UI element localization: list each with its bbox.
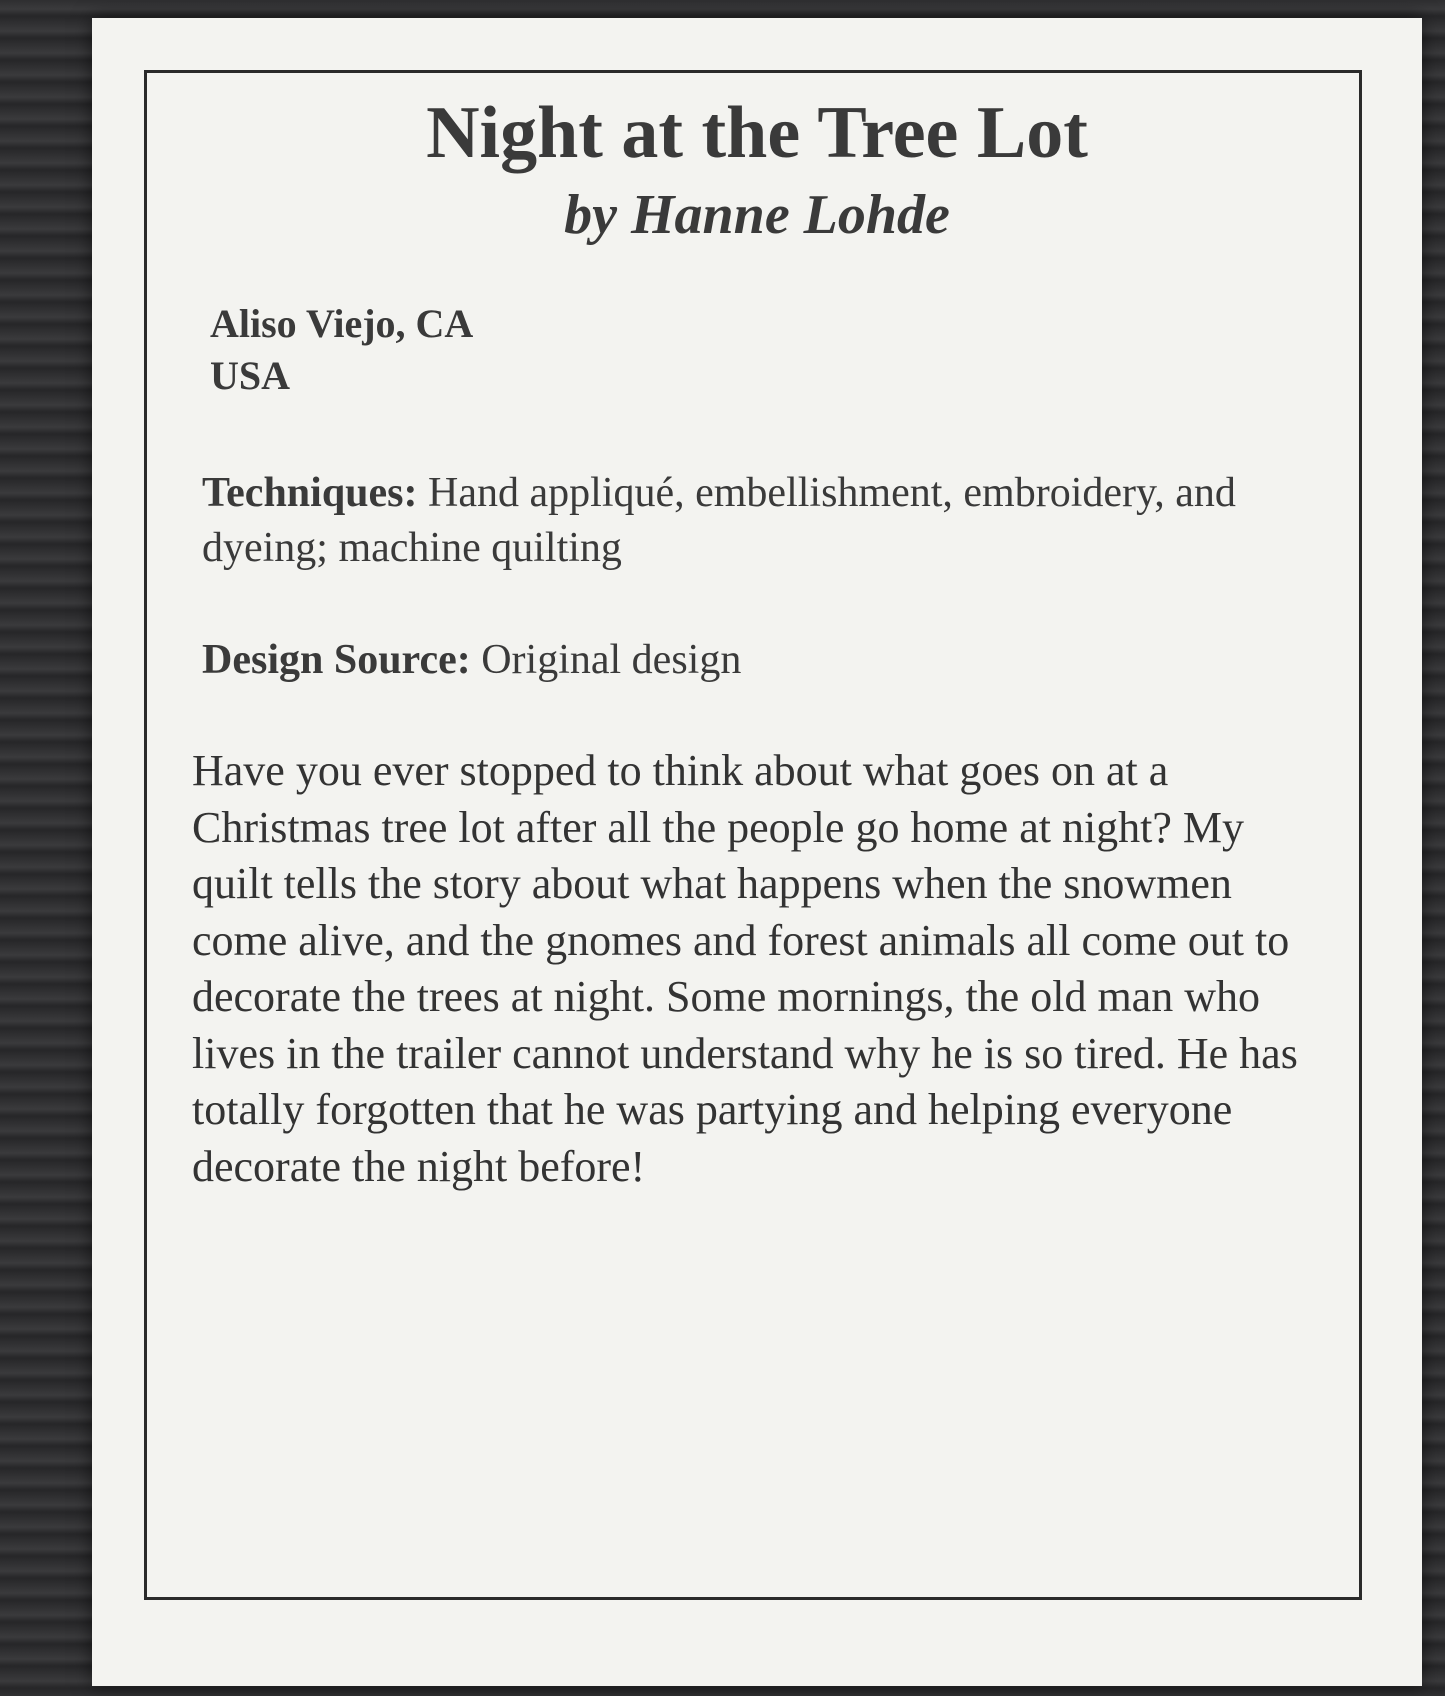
techniques-label: Techniques: — [202, 470, 418, 516]
design-source-value: Original design — [481, 637, 742, 683]
design-source-field — [202, 633, 1262, 688]
techniques-field — [202, 466, 1262, 576]
design-source-label: Design Source: — [202, 637, 471, 683]
quilt-info-card — [92, 18, 1422, 1686]
location-country: USA — [210, 353, 291, 398]
quilt-description: Have you ever stopped to think about what goes on at a Christmas tree lot after all the people go home at night? My quilt tells the story about what happens when the snowmen come alive, and the gnomes and forest animals all come out to decorate the trees at night. Some mornings, the old man who lives in the trailer cannot understand why he is so tired. He has totally forgotten that he was partying and helping everyone decorate the night before! — [192, 746, 1298, 1191]
artist-location — [210, 298, 473, 402]
location-city: Aliso Viejo, CA — [210, 301, 474, 346]
techniques-value: Hand appliqué, embellishment, embroidery, and dyeing; machine quilting — [202, 470, 1236, 571]
artist-byline: by Hanne Lohde — [564, 184, 950, 246]
quilt-title: Night at the Tree Lot — [426, 92, 1088, 174]
